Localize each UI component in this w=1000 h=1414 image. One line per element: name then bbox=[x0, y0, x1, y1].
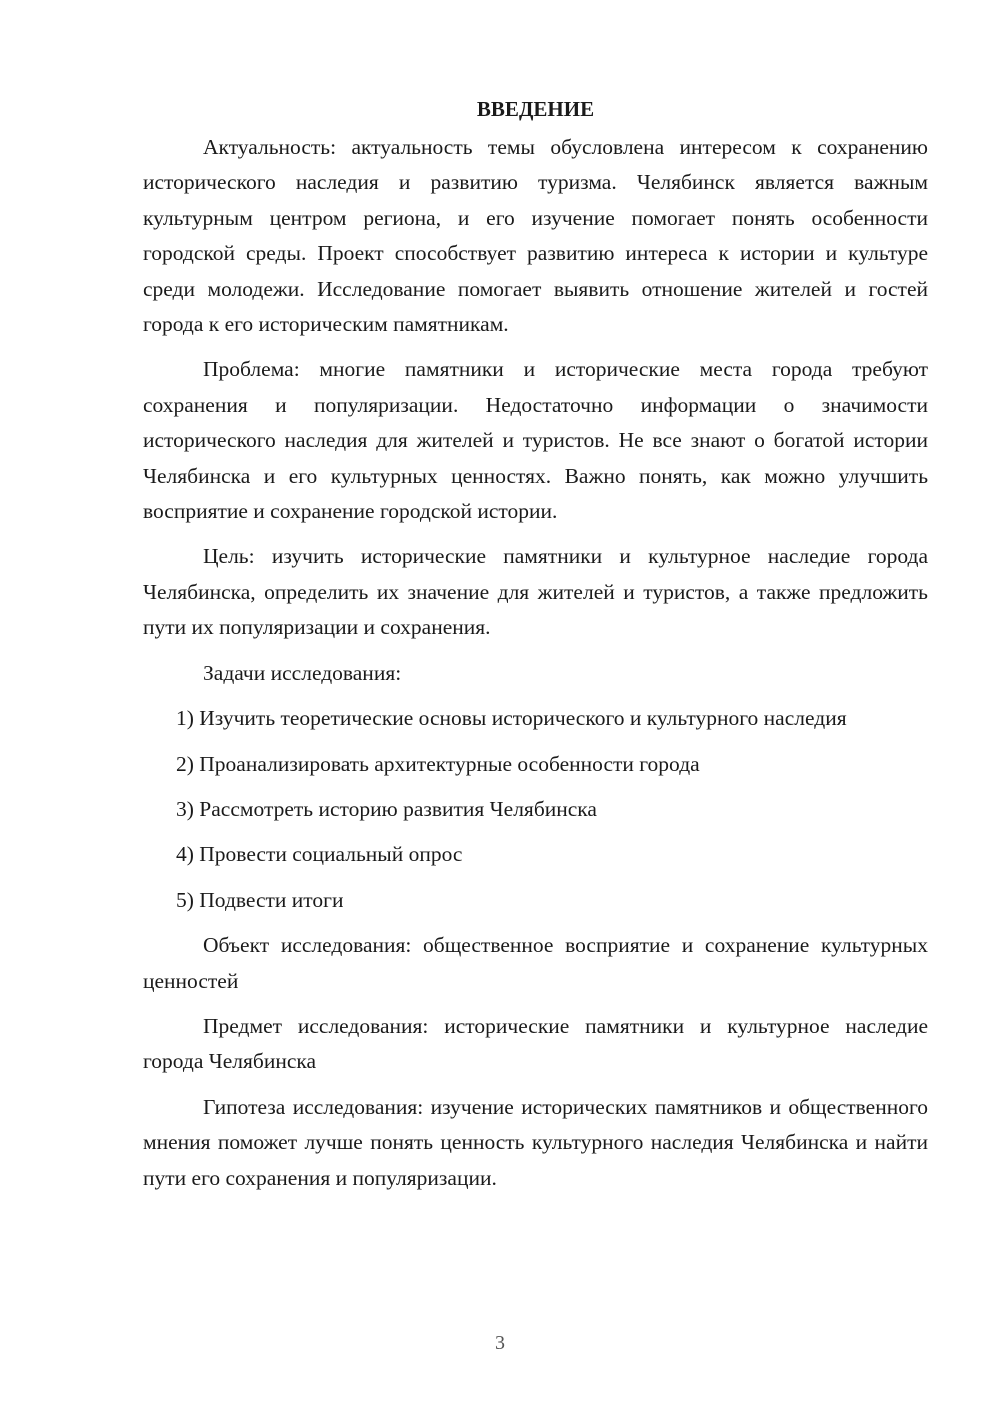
document-page bbox=[143, 92, 928, 1206]
subject-paragraph: Предмет исследования: исторические памятники и культурное наследие города Челябинска bbox=[143, 1013, 928, 1074]
goal-paragraph: Цель: изучить исторические памятники и культурное наследие города Челябинска, определить их значение для жителей и туристов, а также предложить пути их популяризации и сохранения. bbox=[143, 544, 928, 640]
object-paragraph: Объект исследования: общественное восприятие и сохранение культурных ценностей bbox=[143, 933, 928, 993]
problem-paragraph: Проблема: многие памятники и исторические места города требуют сохранения и популяризации. Недостаточно информации о значимости исторического наследия для жителей и туристов. Не все знают о богатой истории Челябинска и его культурных ценностях. Важно понять, как можно улучшить восприятие и сохранение городской истории. bbox=[143, 357, 928, 524]
page-number: 3 bbox=[495, 1332, 505, 1354]
task-item: 5) Подвести итоги bbox=[176, 887, 344, 912]
task-item: 4) Провести социальный опрос bbox=[176, 842, 463, 867]
tasks-heading: Задачи исследования: bbox=[203, 660, 402, 685]
section-title: ВВЕДЕНИЕ bbox=[476, 97, 595, 121]
task-item: 1) Изучить теоретические основы исторического и культурного наследия bbox=[176, 706, 847, 731]
hypothesis-paragraph: Гипотеза исследования: изучение исторических памятников и общественного мнения поможет лучше понять ценность культурного наследия Челябинска и найти пути его сохранения и популяризации. bbox=[143, 1094, 928, 1190]
task-item: 2) Проанализировать архитектурные особенности города bbox=[176, 751, 700, 776]
relevance-paragraph: Актуальность: актуальность темы обусловлена интересом к сохранению исторического наследия и развитию туризма. Челябинск является важным культурным центром региона, и его изучение помогает понять особенности городской среды. Проект способствует развитию интереса к истории и культуре среди молодежи. Исследование помогает выявить отношение жителей и гостей города к его историческим памятникам. bbox=[143, 135, 928, 337]
task-item: 3) Рассмотреть историю развития Челябинска bbox=[176, 796, 597, 821]
